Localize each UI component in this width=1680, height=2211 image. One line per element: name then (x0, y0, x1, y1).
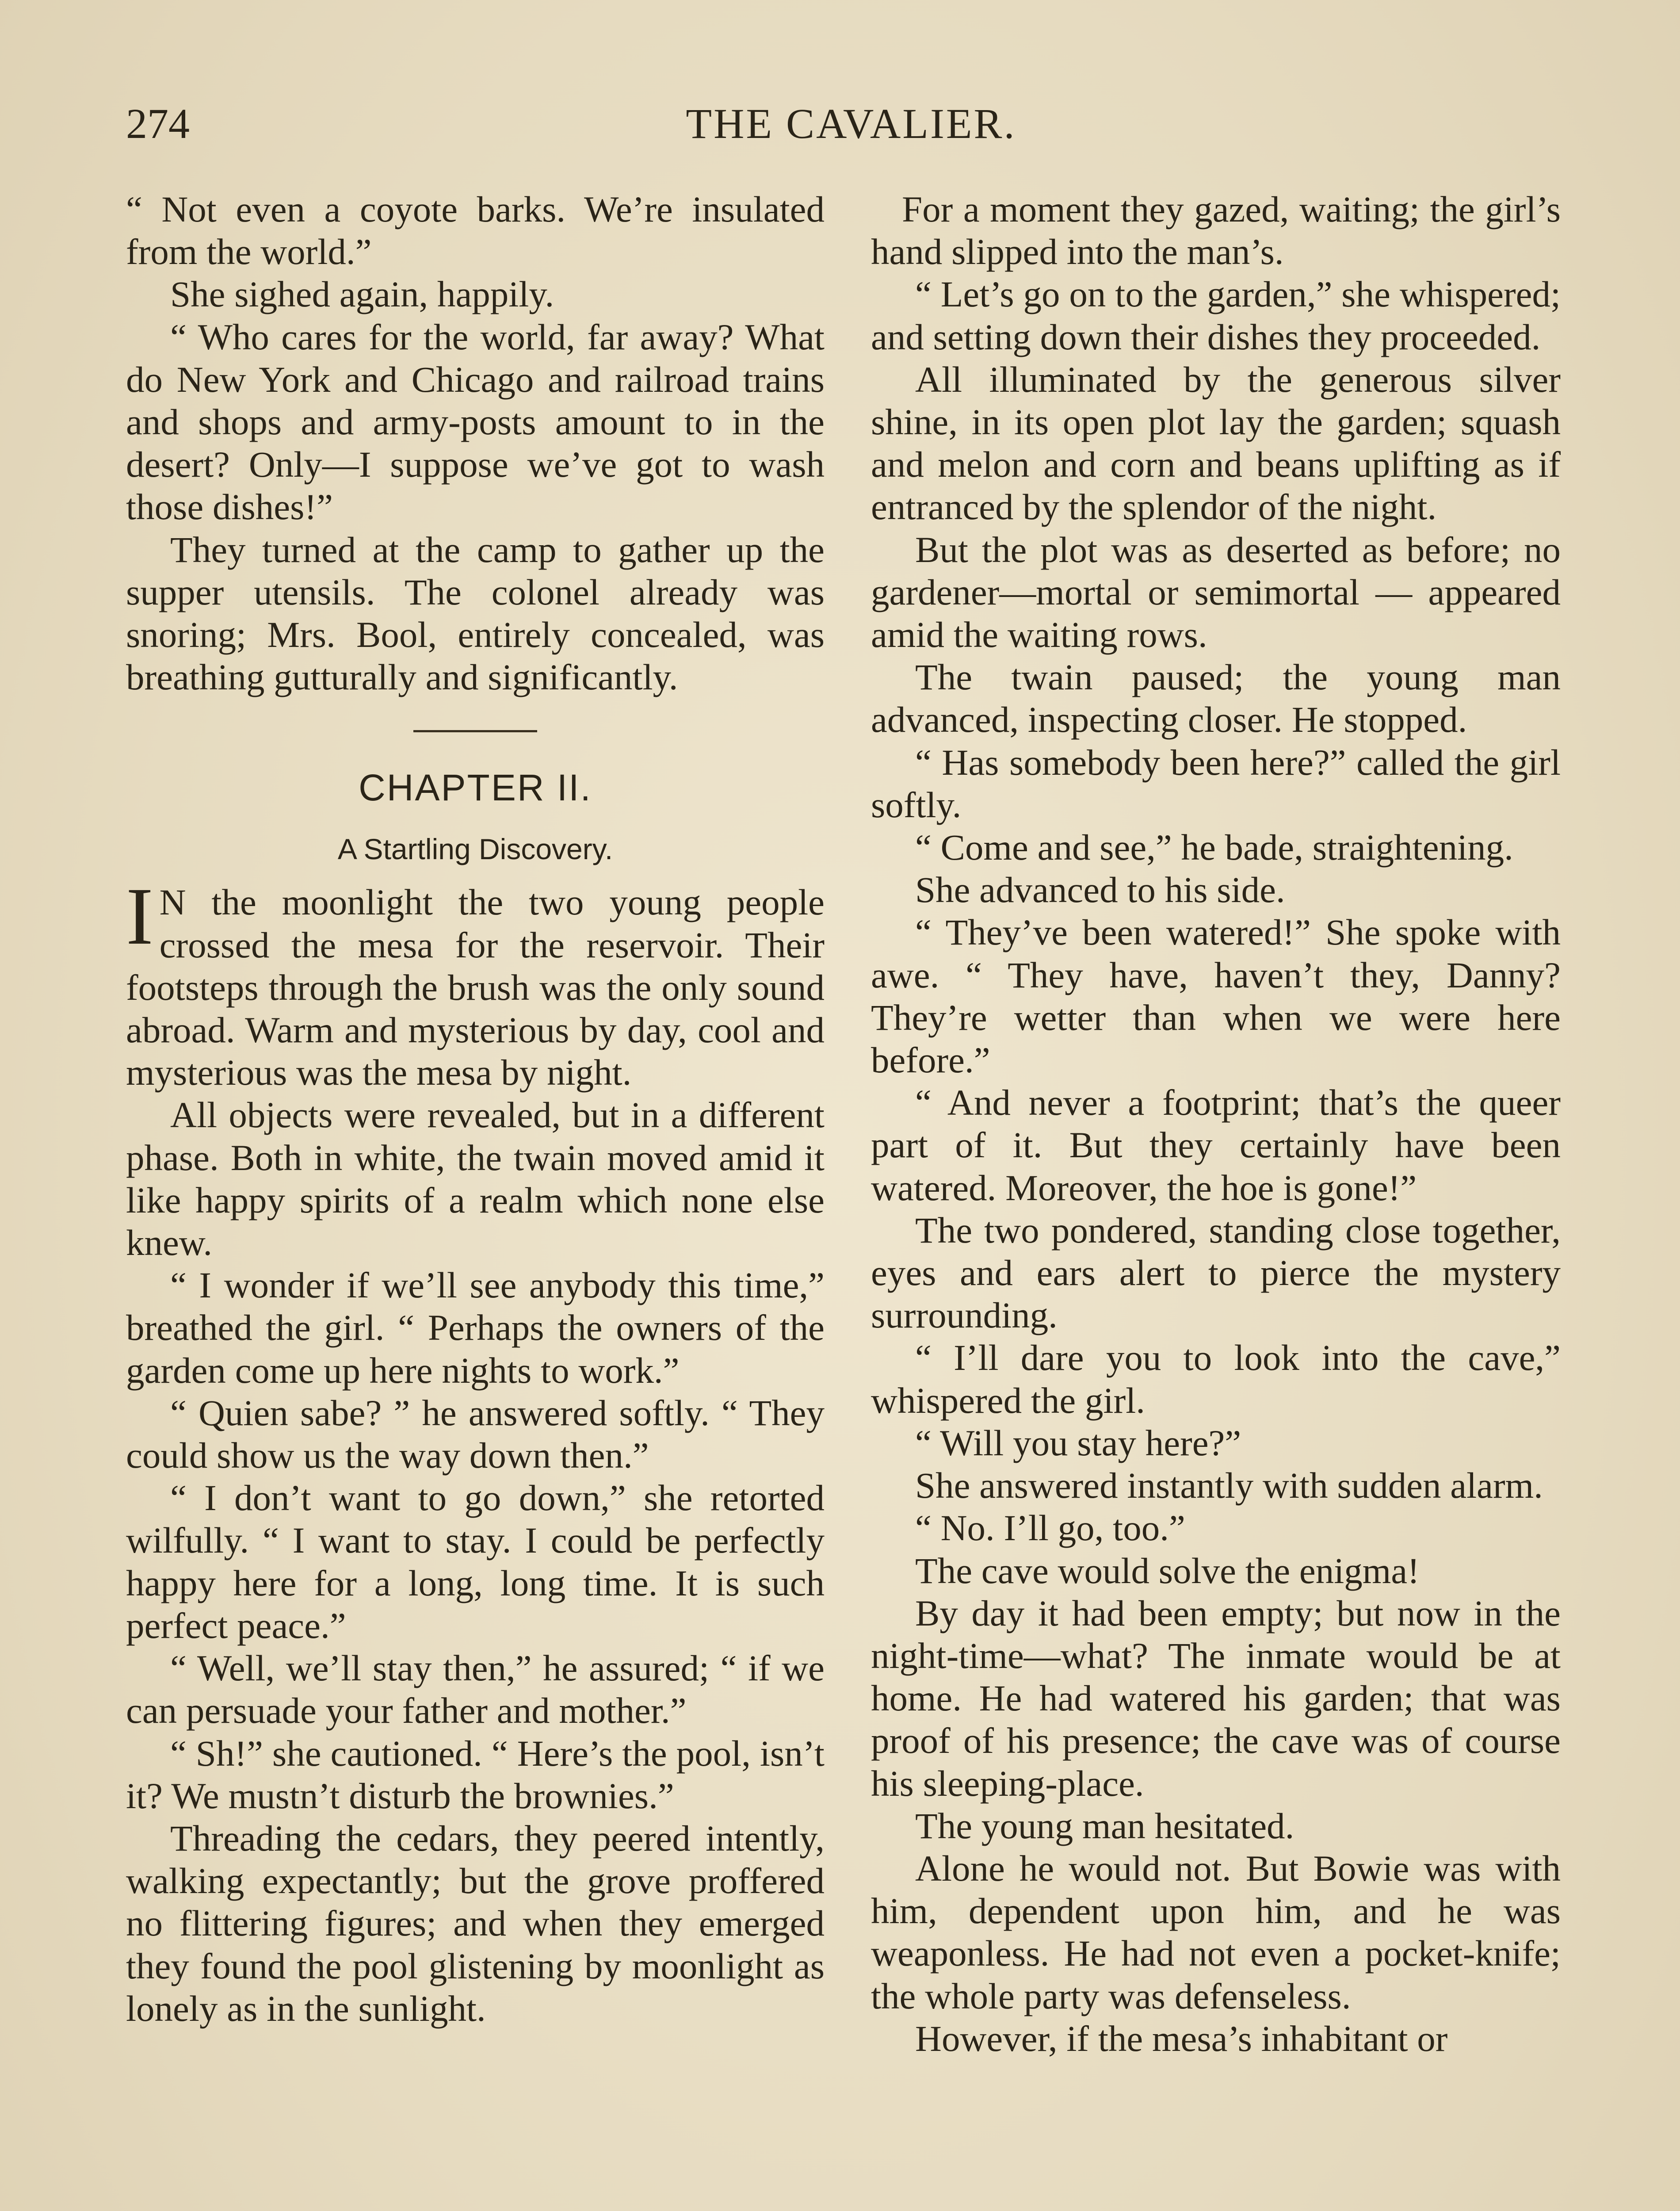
chapter-opening-paragraph (126, 871, 825, 1094)
paragraph: The two pondered, standing close together, eyes and ears alert to pierce the mystery surrounding. (871, 1209, 1561, 1336)
paragraph: She advanced to his side. (915, 869, 1285, 910)
paragraph: All objects were revealed, but in a different phase. Both in white, the twain moved amid it like happy spirits of a realm which none else knew. (126, 1094, 825, 1263)
paragraph: “ Who cares for the world, far away? What do New York and Chicago and railroad trains and shops and army-posts amount to in the desert? Only—I suppose we’ve got to wash those dishes!” (126, 316, 825, 528)
right-column (871, 188, 1561, 2060)
paragraph: The cave would solve the enigma! (915, 1550, 1420, 1591)
paragraph: For a moment they gazed, waiting; the girl’s hand slipped into the man’s. (871, 189, 1561, 272)
running-head: THE CAVALIER. (686, 100, 1016, 147)
paragraph: “ Quien sabe? ” he answered softly. “ They could show us the way down then.” (126, 1392, 825, 1476)
page-number: 274 (126, 100, 190, 147)
paragraph: “ Sh!” she cautioned. “ Here’s the pool, isn’t it? We mustn’t disturb the brownies.” (126, 1733, 825, 1816)
paragraph: But the plot was as deserted as before; no gardener—mortal or semimortal — appeared amid the waiting rows. (871, 529, 1561, 655)
left-column (126, 188, 825, 2030)
paragraph: “ I don’t want to go down,” she retorted wilfully. “ I want to stay. I could be perfectly happy here for a long, long time. It is such perfect peace.” (126, 1477, 825, 1646)
paragraph: “ Let’s go on to the garden,” she whispered; and setting down their dishes they proceeded. (871, 274, 1561, 357)
paragraph: “ No. I’ll go, too.” (915, 1507, 1185, 1549)
paragraph: “ I wonder if we’ll see anybody this time,” breathed the girl. “ Perhaps the owners of the garden come up here nights to work.” (126, 1265, 825, 1391)
paragraph: Threading the cedars, they peered intently, walking expectantly; but the grove proffered no flittering figures; and when they emerged they found the pool glistening by moonlight as lonely as in the sunlight. (126, 1817, 825, 2029)
drop-cap: I (126, 871, 153, 962)
paragraph: By day it had been empty; but now in the night-time—what? The inmate would be at home. He had watered his garden; that was proof of his presence; the cave was of course his sleeping-place. (871, 1592, 1561, 1804)
paragraph: However, if the mesa’s inhabitant or (915, 2018, 1448, 2059)
page-header (126, 95, 1576, 153)
paragraph: “ They’ve been watered!” She spoke with awe. “ They have, haven’t they, Danny? They’re wetter than when we were here before.” (871, 912, 1561, 1081)
paragraph: “ And never a footprint; that’s the queer part of it. But they certainly have been watered. Moreover, the hoe is gone!” (871, 1082, 1561, 1208)
paragraph: “ Come and see,” he bade, straightening. (915, 827, 1513, 868)
paragraph: She sighed again, happily. (170, 274, 554, 315)
paragraph: “ Well, we’ll stay then,” he assured; “ if we can persuade your father and mother.” (126, 1648, 825, 1731)
opening-text: N the moonlight the two young people crossed the mesa for the reservoir. Their footsteps through the brush was the only sound abroad. Warm and mysterious by day, cool and mysterious was the mesa by night. (126, 882, 825, 1093)
paragraph: The young man hesitated. (915, 1805, 1294, 1846)
paragraph: All illuminated by the generous silver shine, in its open plot lay the garden; squash and melon and corn and beans uplifting as if entranced by the splendor of the night. (871, 359, 1561, 528)
chapter-title: CHAPTER II. (359, 767, 592, 809)
paragraph: “ Has somebody been here?” called the girl softly. (871, 742, 1561, 825)
paragraph: Alone he would not. But Bowie was with him, dependent upon him, and he was weaponless. He had not even a pocket-knife; the whole party was defenseless. (871, 1848, 1561, 2016)
paragraph: They turned at the camp to gather up the supper utensils. The colonel already was snoring; Mrs. Bool, entirely concealed, was breathing gutturally and significantly. (126, 529, 825, 698)
section-divider (413, 730, 537, 732)
paragraph: “ Not even a coyote barks. We’re insulated from the world.” (126, 189, 825, 272)
paragraph: “ Will you stay here?” (915, 1422, 1241, 1463)
paragraph: She answered instantly with sudden alarm. (915, 1465, 1543, 1506)
paragraph: “ I’ll dare you to look into the cave,” whispered the girl. (871, 1337, 1561, 1421)
chapter-subtitle: A Startling Discovery. (337, 833, 613, 866)
paragraph: The twain paused; the young man advanced, inspecting closer. He stopped. (871, 657, 1561, 740)
